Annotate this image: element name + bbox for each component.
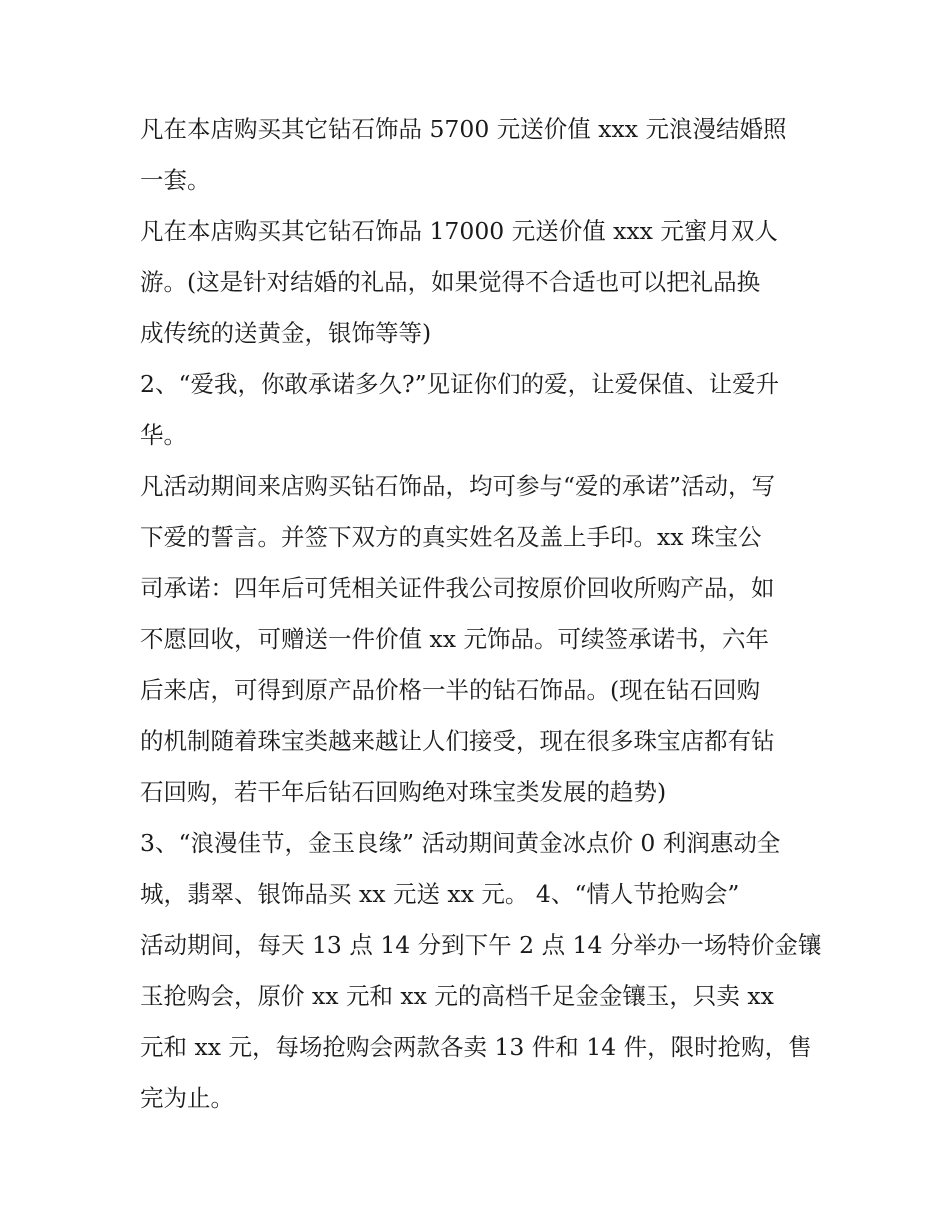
text-line: 石回购，若干年后钻石回购绝对珠宝类发展的趋势) (140, 778, 667, 806)
text-line: 成传统的送黄金，银饰等等) (140, 319, 432, 347)
text-line: 凡在本店购买其它钻石饰品 5700 元送价值 xxx 元浪漫结婚照 (140, 115, 787, 143)
text-line: 活动期间，每天 13 点 14 分到下午 2 点 14 分举办一场特价金镶 (140, 931, 822, 959)
text-line: 司承诺：四年后可凭相关证件我公司按原价回收所购产品，如 (140, 574, 775, 602)
text-line: 凡在本店购买其它钻石饰品 17000 元送价值 xxx 元蜜月双人 (140, 217, 778, 245)
text-line: 华。 (140, 421, 187, 449)
text-line: 凡活动期间来店购买钻石饰品，均可参与“爱的承诺”活动，写 (140, 472, 776, 500)
text-line: 元和 xx 元，每场抢购会两款各卖 13 件和 14 件，限时抢购，售 (140, 1033, 812, 1061)
text-line: 2、“爱我，你敢承诺多久?”见证你们的爱，让爱保值、让爱升 (140, 370, 780, 398)
text-line: 后来店，可得到原产品价格一半的钻石饰品。(现在钻石回购 (140, 676, 761, 704)
text-line: 游。(这是针对结婚的礼品，如果觉得不合适也可以把礼品换 (140, 268, 761, 296)
text-line: 完为止。 (140, 1084, 234, 1112)
text-line: 一套。 (140, 166, 211, 194)
text-line: 玉抢购会，原价 xx 元和 xx 元的高档千足金金镶玉，只卖 xx (140, 982, 774, 1010)
text-line: 的机制随着珠宝类越来越让人们接受，现在很多珠宝店都有钻 (140, 727, 775, 755)
text-line: 下爱的誓言。并签下双方的真实姓名及盖上手印。xx 珠宝公 (140, 523, 762, 551)
text-line: 3、“浪漫佳节，金玉良缘” 活动期间黄金冰点价 0 利润惠动全 (140, 829, 781, 857)
text-line: 城，翡翠、银饰品买 xx 元送 xx 元。 4、“情人节抢购会” (140, 880, 740, 908)
document-body (140, 104, 820, 1124)
text-line: 不愿回收，可赠送一件价值 xx 元饰品。可续签承诺书，六年 (140, 625, 769, 653)
